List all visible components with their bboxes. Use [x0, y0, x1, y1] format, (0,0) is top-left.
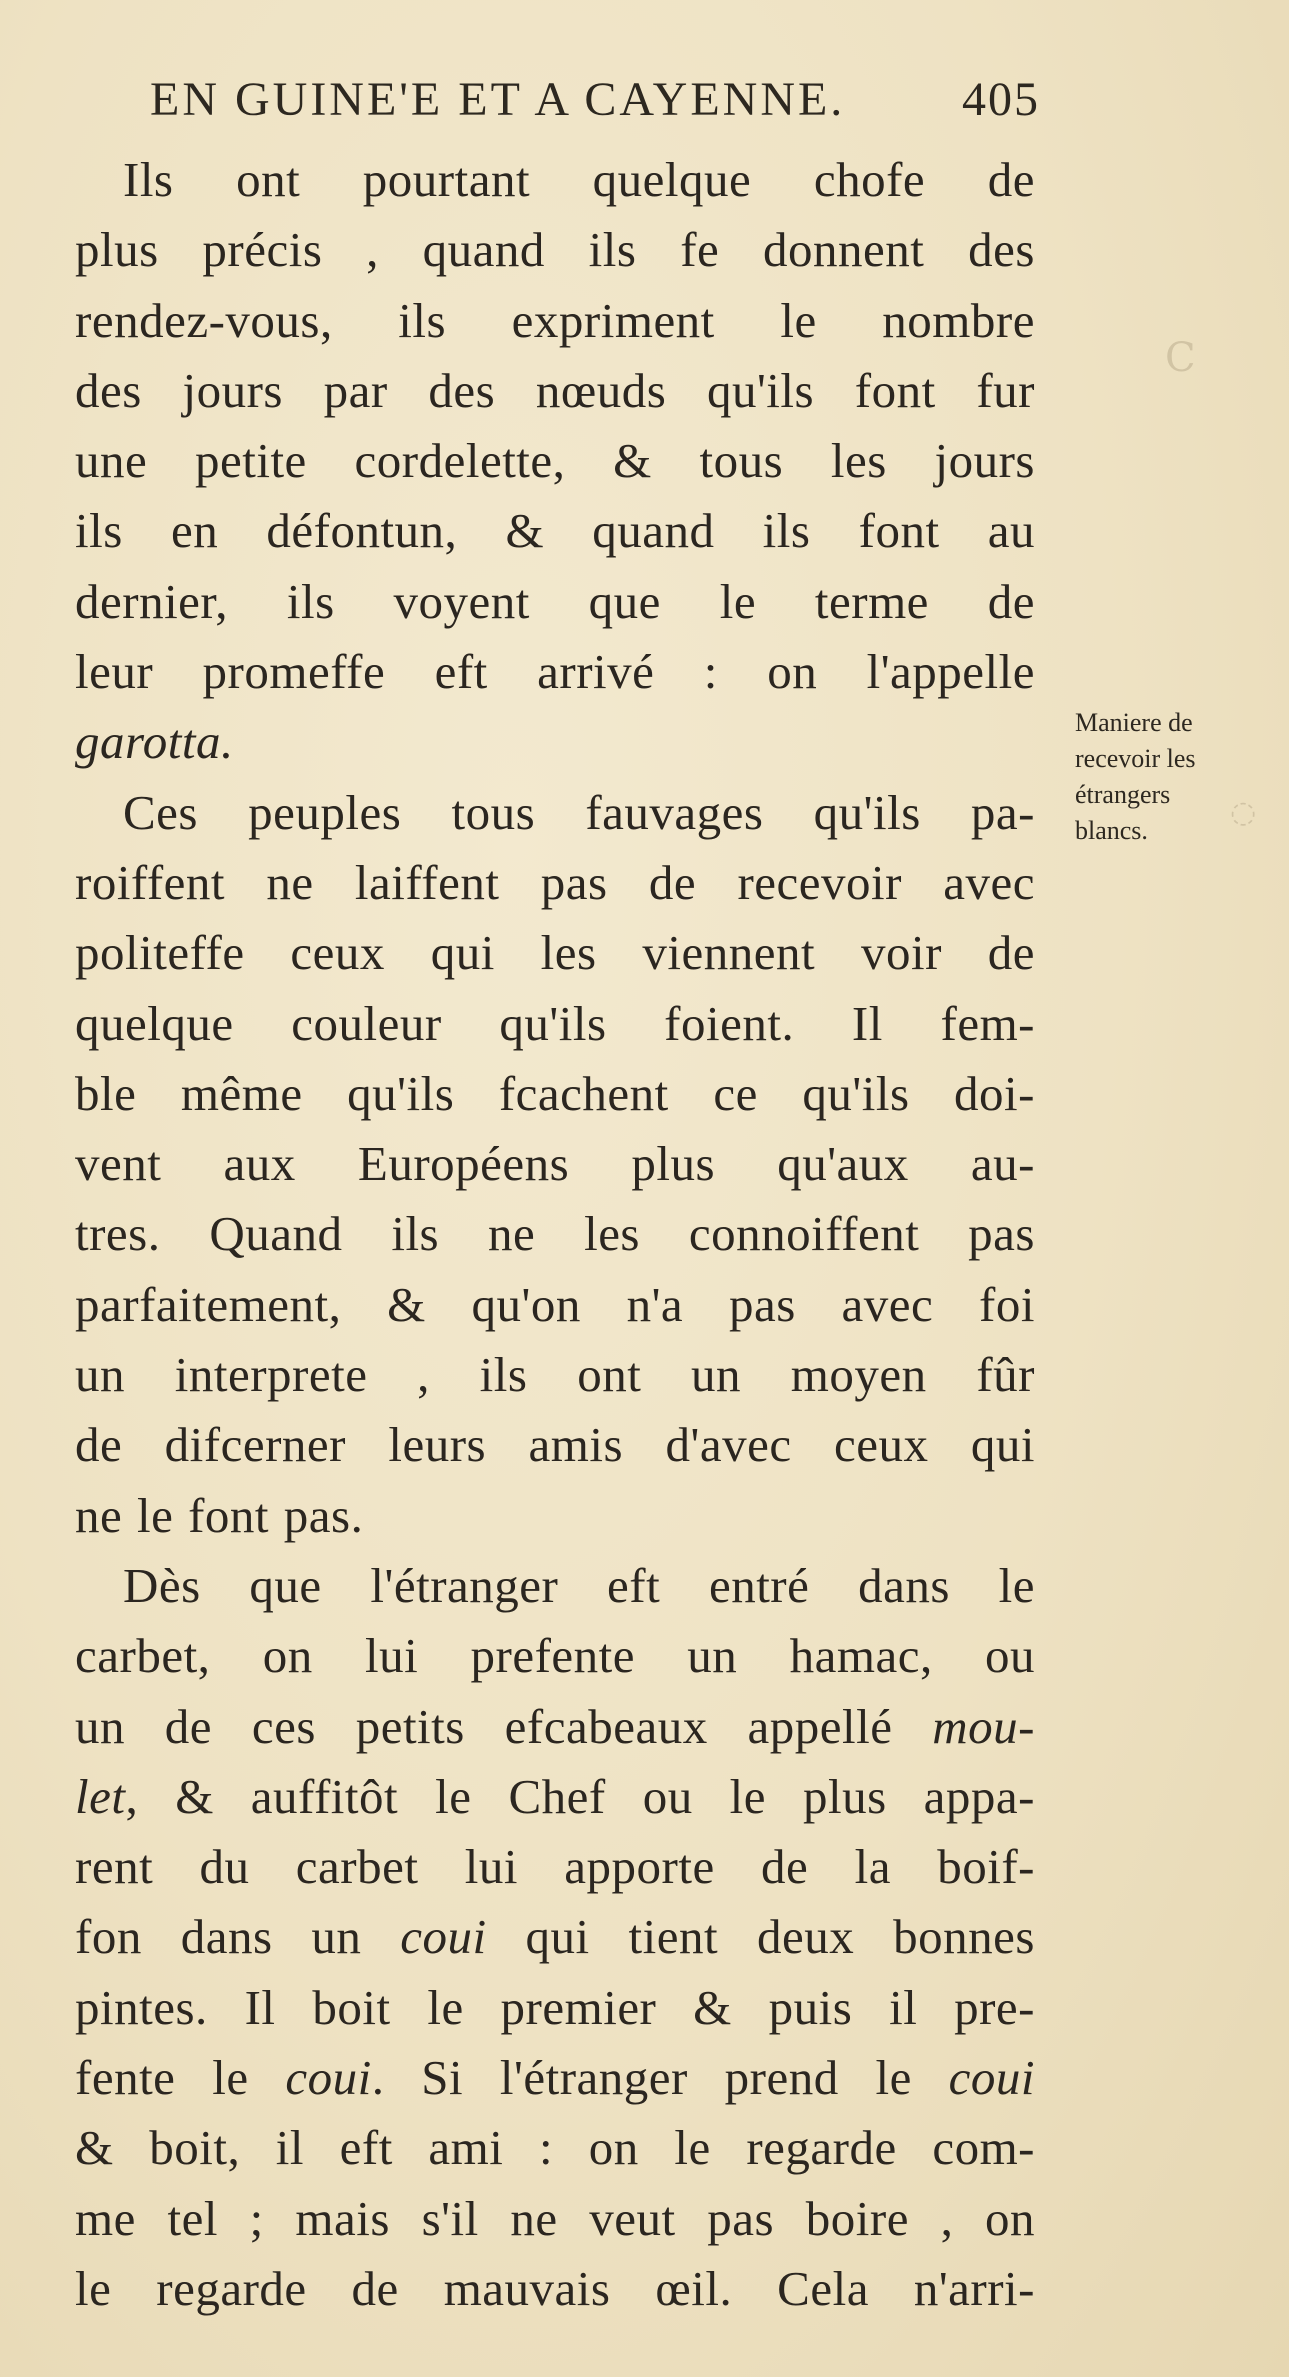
margin-note-line: recevoir les	[1075, 744, 1196, 773]
text-line: let, & auffitôt le Chef ou le plus appa-	[75, 1768, 1035, 1824]
text-line: de difcerner leurs amis d'avec ceux qui	[75, 1417, 1035, 1473]
text-line: carbet, on lui prefente un hamac, ou	[75, 1628, 1035, 1684]
text-line: plus précis , quand ils fe donnent des	[75, 222, 1035, 278]
text-line: Ces peuples tous fauvages qu'ils pa-	[123, 784, 1035, 840]
text-line: dernier, ils voyent que le terme de	[75, 573, 1035, 629]
margin-note-line: Maniere de	[1075, 708, 1193, 737]
running-title: EN GUINE'E ET A CAYENNE.	[150, 73, 846, 126]
text-line: un de ces petits efcabeaux appellé mou-	[75, 1698, 1035, 1754]
text-line: vent aux Européens plus qu'aux au-	[75, 1136, 1035, 1192]
text-line: parfaitement, & qu'on n'a pas avec foi	[75, 1276, 1035, 1332]
page-number: 405	[962, 73, 1040, 126]
text-line: tres. Quand ils ne les connoiffent pas	[75, 1206, 1035, 1262]
running-head	[150, 72, 1040, 142]
text-line: rendez-vous, ils expriment le nombre	[75, 292, 1035, 348]
text-line: des jours par des nœuds qu'ils font fur	[75, 362, 1035, 418]
text-line: ne le font pas.	[75, 1487, 364, 1543]
text-line: leur promeffe eft arrivé : on l'appelle	[75, 644, 1035, 700]
text-line: & boit, il eft ami : on le regarde com-	[75, 2120, 1035, 2176]
text-line: garotta.	[75, 714, 234, 770]
text-line: Ils ont pourtant quelque chofe de	[123, 152, 1035, 207]
text-line: fon dans un coui qui tient deux bonnes	[75, 1909, 1035, 1965]
text-line: le regarde de mauvais œil. Cela n'arri-	[75, 2260, 1035, 2316]
text-line: ils en défontun, & quand ils font au	[75, 503, 1035, 559]
text-line: me tel ; mais s'il ne veut pas boire , on	[75, 2190, 1035, 2246]
text-line: roiffent ne laiffent pas de recevoir avec	[75, 854, 1035, 910]
text-line: Dès que l'étranger eft entré dans le	[123, 1557, 1035, 1613]
body-text	[75, 145, 1035, 2324]
text-line: rent du carbet lui apporte de la boif-	[75, 1839, 1035, 1895]
margin-note-line: étrangers	[1075, 780, 1171, 809]
text-line: politeffe ceux qui les viennent voir de	[75, 925, 1035, 981]
show-through-mark: ◌	[1230, 795, 1257, 830]
text-line: pintes. Il boit le premier & puis il pre-	[75, 1979, 1035, 2035]
text-line: ble même qu'ils fcachent ce qu'ils doi-	[75, 1065, 1035, 1121]
text-line: une petite cordelette, & tous les jours	[75, 433, 1035, 489]
margin-note-line: blancs.	[1075, 816, 1148, 845]
text-line: un interprete , ils ont un moyen fûr	[75, 1347, 1035, 1403]
show-through-mark: C	[1165, 335, 1196, 381]
text-line: quelque couleur qu'ils foient. Il fem-	[75, 995, 1035, 1051]
text-line: fente le coui. Si l'étranger prend le coui	[75, 2050, 1035, 2106]
